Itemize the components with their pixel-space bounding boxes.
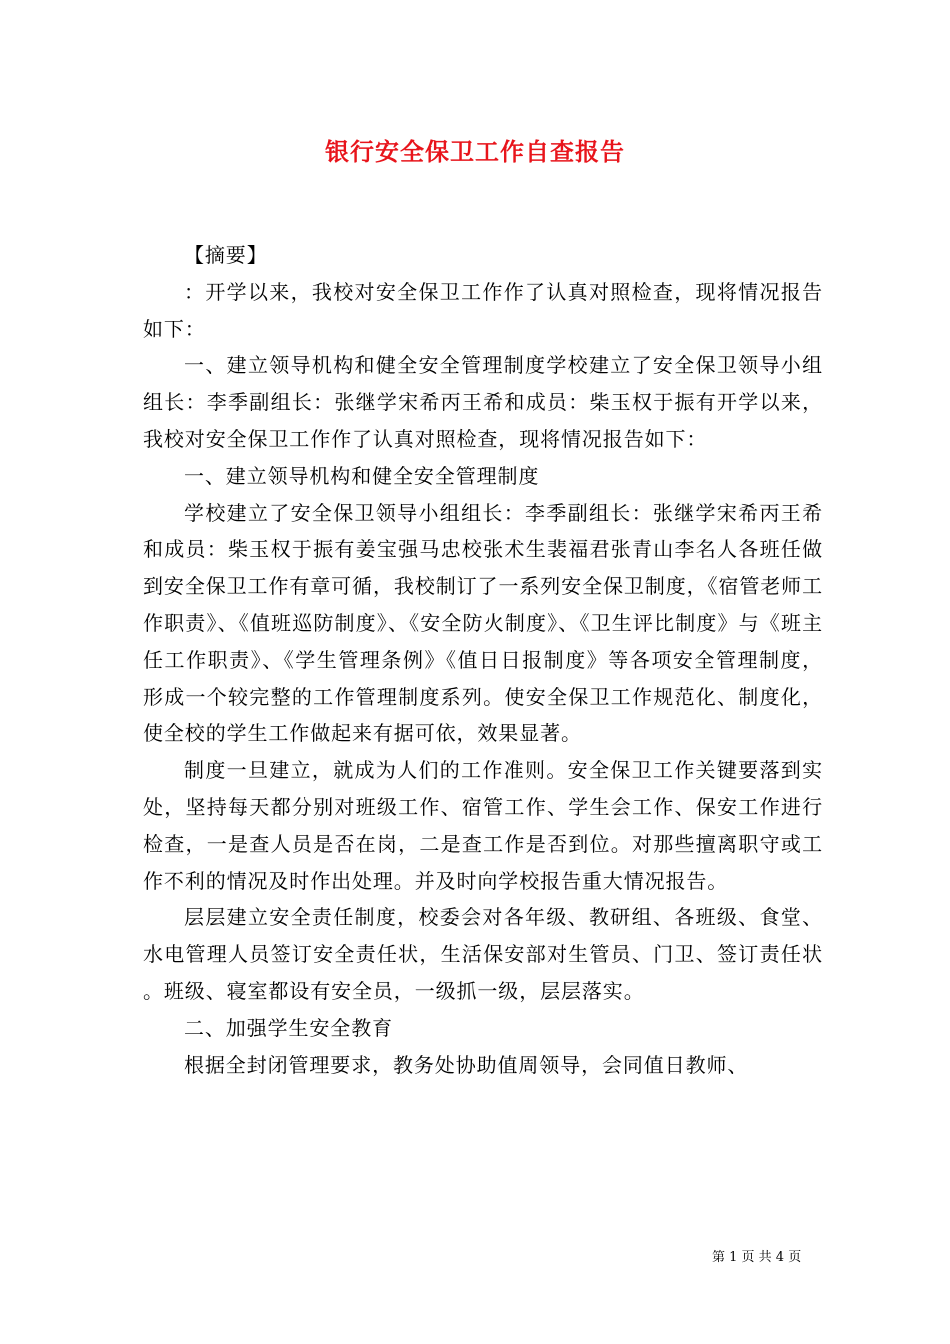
page-number: 第 1 页 共 4 页 [712,1250,802,1265]
paragraph-leadership-details: 学校建立了安全保卫领导小组组长：李季副组长：张继学宋希丙王希和成员：柴玉权于振有姜宝强马忠校张术生裴福君张青山李名人各班任做到安全保卫工作有章可循，我校制订了一系列安全保卫制度，《宿管老师工作职责》、《值班巡防制度》、《安全防火制度》、《卫生评比制度》与《班主任工作职责》、《学生管理条例》《值日日报制度》等各项安全管理制度，形成一个较完整的工作管理制度系列。使安全保卫工作规范化、制度化，使全校的学生工作做起来有据可依，效果显著。 [143,500,823,746]
paragraph-responsibility: 层层建立安全责任制度，校委会对各年级、教研组、各班级、食堂、水电管理人员签订安全责任状，生活保安部对生管员、门卫、签订责任状。班级、寝室都设有安全员，一级抓一级，层层落实。 [143,905,823,1003]
paragraph-safety-education: 根据全封闭管理要求，教务处协助值周领导，会同值日教师、 [184,1052,749,1077]
section-heading-2: 二、加强学生安全教育 [184,1015,393,1040]
page-title: 银行安全保卫工作自查报告 [325,137,625,166]
paragraph-leadership-summary: 一、建立领导机构和健全安全管理制度学校建立了安全保卫领导小组组长：李季副组长：张继学宋希丙王希和成员：柴玉权于振有开学以来，我校对安全保卫工作作了认真对照检查，现将情况报告如下： [143,353,823,451]
paragraph-implementation: 制度一旦建立，就成为人们的工作准则。安全保卫工作关键要落到实处，坚持每天都分别对班级工作、宿管工作、学生会工作、保安工作进行检查，一是查人员是否在岗，二是查工作是否到位。对那些擅离职守或工作不利的情况及时作出处理。并及时向学校报告重大情况报告。 [143,758,823,893]
abstract-heading: 【摘要】 [184,243,268,267]
paragraph-intro: ：开学以来，我校对安全保卫工作作了认真对照检查，现将情况报告如下： [143,279,823,341]
document-body [143,237,823,1083]
section-heading-1: 一、建立领导机构和健全安全管理制度 [184,463,540,488]
